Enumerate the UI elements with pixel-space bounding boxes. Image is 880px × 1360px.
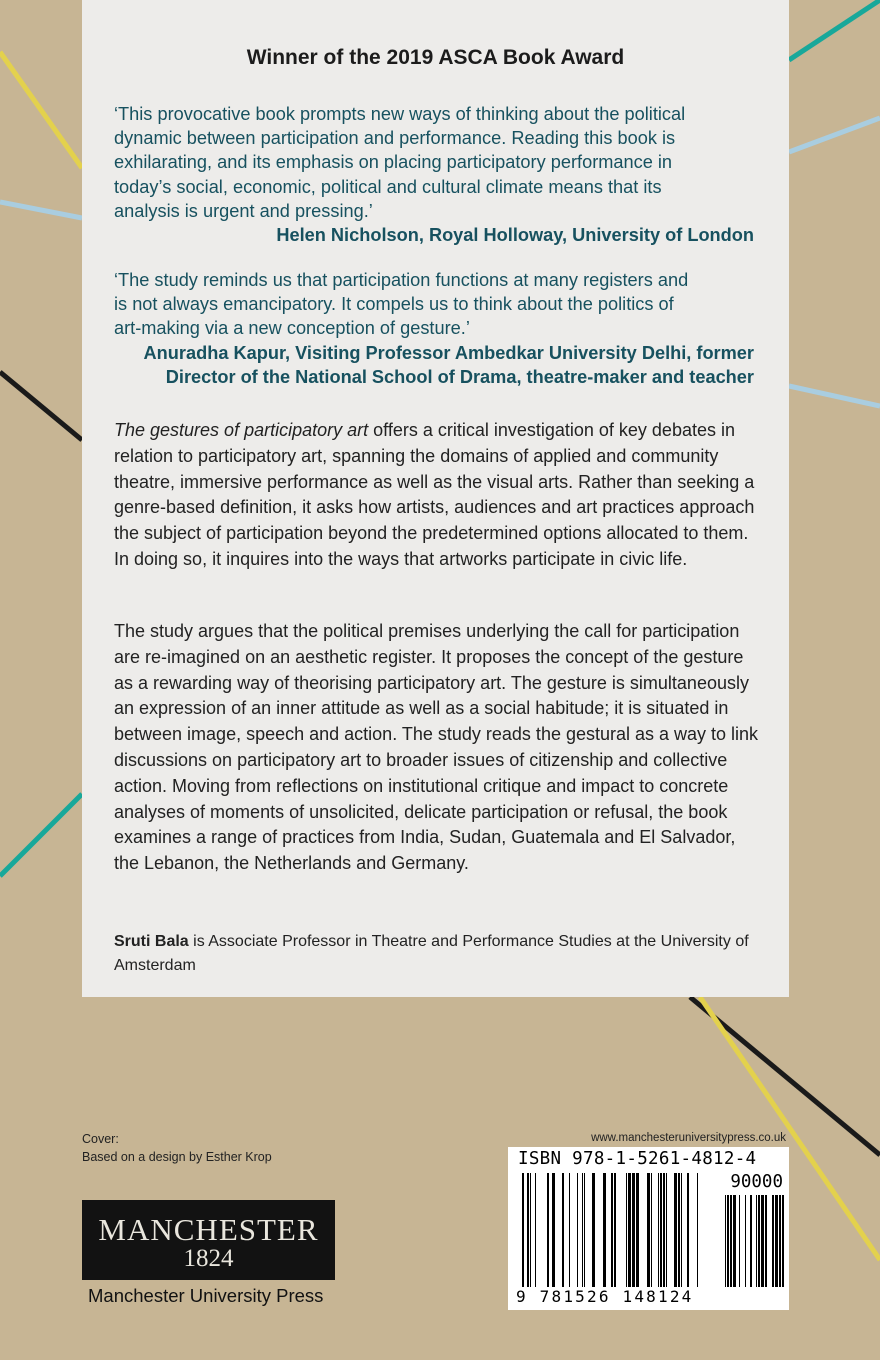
barcode-bar <box>552 1173 555 1287</box>
barcode-bar <box>562 1173 564 1287</box>
author-bio-text: is Associate Professor in Theatre and Performance Studies at the University of Amsterdam <box>114 933 749 974</box>
barcode-bar <box>603 1173 606 1287</box>
barcode-bar <box>632 1173 635 1287</box>
addon-bar <box>733 1195 736 1287</box>
black-line-left <box>0 372 82 440</box>
description-paragraph-2: The study argues that the political premises underlying the call for participation are re-imagined on an aesthetic register. It proposes the concept of the gesture as a rewarding way of theorising participatory art. The gesture is simultaneously an expression of an inner attitude as well as a social habitude; it is situated in between image, speech and action. The study reads the gestural as a way to link discussions on participatory art to broader issues of citizenship and collective action. Moving from reflections on institutional critique and impact to concrete analyses of moments of unsolicited, delicate participation or refusal, the book examines a range of practices from India, Sudan, Guatemala and El Salvador, the Lebanon, the Netherlands and Germany. <box>114 621 759 874</box>
lightblue-line-top-right <box>789 118 880 152</box>
barcode-bar <box>647 1173 650 1287</box>
quote-line: today’s social, economic, political and cultural climate means that its <box>114 176 662 197</box>
addon-bar <box>739 1195 740 1287</box>
barcode-bar <box>611 1173 613 1287</box>
addon-bar <box>730 1195 732 1287</box>
author-name: Sruti Bala <box>114 933 189 950</box>
yellow-line-top-left <box>0 52 82 168</box>
publisher-logo <box>82 1200 335 1280</box>
barcode-bar <box>522 1173 524 1287</box>
quote-nicholson <box>114 102 754 247</box>
addon-bar <box>765 1195 767 1287</box>
teal-line-left <box>0 794 82 876</box>
isbn-text: ISBN 978-1-5261-4812-4 <box>518 1149 757 1169</box>
publisher-name: Manchester University Press <box>88 1285 324 1306</box>
barcode-bar <box>577 1173 578 1287</box>
cover-credit <box>82 1130 272 1166</box>
quote-line: ‘The study reminds us that participation functions at many registers and <box>114 270 689 290</box>
barcode-bar <box>687 1173 689 1287</box>
barcode-bar <box>582 1173 583 1287</box>
barcode-bar <box>678 1173 680 1287</box>
quote-attribution: Director of the National School of Drama, theatre-maker and teacher <box>165 366 754 387</box>
barcode-bar <box>697 1173 698 1287</box>
addon-bar <box>725 1195 726 1287</box>
addon-bar <box>758 1195 760 1287</box>
quote-line: art-making via a new conception of gesture.’ <box>114 318 470 339</box>
barcode-bar <box>584 1173 585 1287</box>
barcode-digits: 9 781526 148124 <box>516 1287 694 1306</box>
barcode-bar <box>658 1173 659 1287</box>
text-panel <box>82 0 789 997</box>
isbn-barcode <box>508 1147 789 1310</box>
quote-line: is not always emancipatory. It compels us to think about the politics of <box>114 294 674 315</box>
barcode-bar <box>660 1173 662 1287</box>
addon-bar <box>782 1195 784 1287</box>
barcode-bar <box>614 1173 616 1287</box>
price-addon: 90000 <box>730 1172 783 1192</box>
barcode-bar <box>666 1173 667 1287</box>
quote-attribution: Helen Nicholson, Royal Holloway, University of London <box>276 225 754 246</box>
addon-bar <box>775 1195 778 1287</box>
award-heading: Winner of the 2019 ASCA Book Award <box>246 46 625 69</box>
book-title-italic: The gestures of participatory art <box>114 420 369 440</box>
addon-bar <box>745 1195 746 1287</box>
addon-bar <box>761 1195 764 1287</box>
logo-name: MANCHESTER <box>98 1212 319 1247</box>
publisher-website[interactable]: www.manchesteruniversitypress.co.uk <box>591 1132 786 1144</box>
addon-bar <box>727 1195 729 1287</box>
teal-line-top-right <box>789 0 880 60</box>
barcode-bar <box>628 1173 631 1287</box>
barcode-bar <box>626 1173 627 1287</box>
lightblue-line-right <box>789 386 880 406</box>
barcode-bar <box>592 1173 595 1287</box>
barcode-bar <box>651 1173 652 1287</box>
quote-line: ‘This provocative book prompts new ways of thinking about the political <box>114 104 686 124</box>
barcode-bar <box>663 1173 665 1287</box>
quote-kapur <box>114 268 754 389</box>
logo-year: 1824 <box>183 1245 234 1272</box>
barcode-bar <box>569 1173 570 1287</box>
barcode-bar <box>547 1173 549 1287</box>
barcode-bar <box>636 1173 639 1287</box>
cover-label: Cover: <box>82 1132 119 1146</box>
barcode-bar <box>681 1173 682 1287</box>
author-bio <box>114 930 754 978</box>
barcode-bar <box>674 1173 677 1287</box>
cover-designer: Based on a design by Esther Krop <box>82 1150 272 1164</box>
quote-attribution: Anuradha Kapur, Visiting Professor Ambedkar University Delhi, former <box>143 342 754 363</box>
addon-bar <box>750 1195 752 1287</box>
barcode-bar <box>530 1173 531 1287</box>
quote-line: analysis is urgent and pressing.’ <box>114 200 373 221</box>
addon-bar <box>772 1195 774 1287</box>
description-paragraph-1 <box>114 418 759 573</box>
addon-bar <box>779 1195 781 1287</box>
description-text: offers a critical investigation of key debates in relation to participatory art, spanning the domains of applied and community theatre, immersive performance as well as the visual arts. Rather than seeking a genre-based definition, it asks how artists, audiences and art practices approach the subject of participation beyond the predetermined options allocated to them. In doing so, it inquires into the ways that artworks participate in civic life. <box>114 420 755 569</box>
addon-bar <box>756 1195 757 1287</box>
barcode-bar <box>535 1173 536 1287</box>
quote-line: exhilarating, and its emphasis on placing participatory performance in <box>114 152 673 173</box>
lightblue-line-left <box>0 202 82 218</box>
quote-line: dynamic between participation and performance. Reading this book is <box>114 128 676 149</box>
barcode-bar <box>527 1173 529 1287</box>
